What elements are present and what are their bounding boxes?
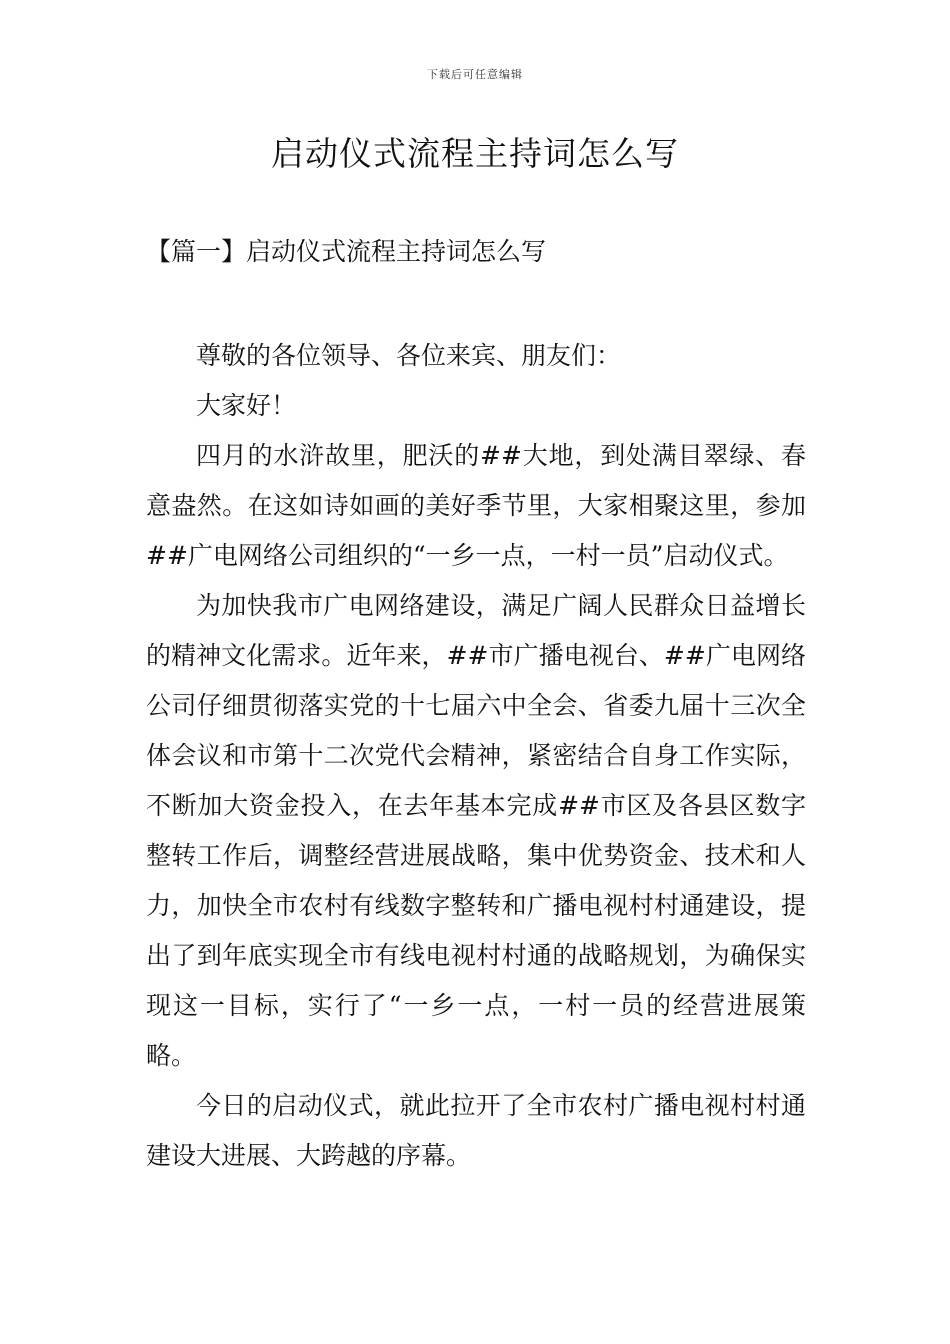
paragraph-spring: 四月的水浒故里，肥沃的##大地，到处满目翠绿、春意盎然。在这如诗如画的美好季节里，大家相聚这里，参加##广电网络公司组织的“一乡一点，一村一员”启动仪式。 (146, 441, 806, 570)
header-note: 下载后可任意编辑 (427, 68, 523, 81)
document-body (146, 331, 806, 1181)
paragraph-greeting: 大家好！ (196, 391, 297, 420)
document-title: 启动仪式流程主持词怎么写 (271, 134, 679, 173)
section-heading: 【篇一】启动仪式流程主持词怎么写 (146, 237, 547, 266)
paragraph-salutation: 尊敬的各位领导、各位来宾、朋友们： (196, 341, 622, 370)
paragraph-closing: 今日的启动仪式，就此拉开了全市农村广播电视村村通建设大进展、大跨越的序幕。 (146, 1091, 806, 1170)
paragraph-background: 为加快我市广电网络建设，满足广阔人民群众日益增长的精神文化需求。近年来，##市广播电视台、##广电网络公司仔细贯彻落实党的十七届六中全会、省委九届十三次全体会议和市第十二次党代会精神，紧密结合自身工作实际，不断加大资金投入，在去年基本完成##市区及各县区数字整转工作后，调整经营进展战略，集中优势资金、技术和人力，加快全市农村有线数字整转和广播电视村村通建设，提出了到年底实现全市有线电视村村通的战略规划，为确保实现这一目标，实行了“一乡一点，一村一员的经营进展策略。 (146, 591, 806, 1070)
